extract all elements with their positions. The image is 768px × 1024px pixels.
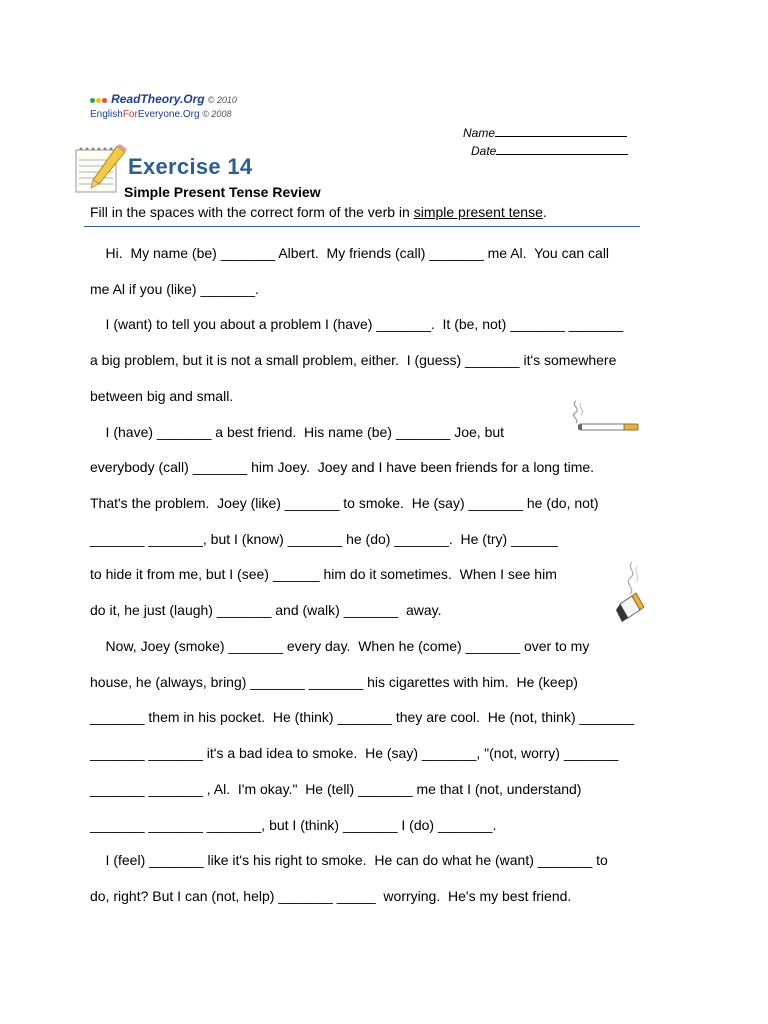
passage-line: me Al if you (like) _______. bbox=[90, 281, 259, 297]
name-field[interactable] bbox=[463, 125, 627, 140]
passage-line: Hi. My name (be) _______ Albert. My friends (call) _______ me Al. You can call bbox=[90, 245, 610, 261]
name-line[interactable] bbox=[495, 125, 627, 137]
instruction-end: . bbox=[542, 204, 547, 220]
readtheory-brand bbox=[90, 92, 237, 106]
date-line[interactable] bbox=[496, 143, 628, 155]
instruction-emphasis: simple present tense bbox=[413, 204, 543, 220]
englishforeveryone-brand bbox=[90, 109, 231, 120]
passage-line: do it, he just (laugh) _______ and (walk) _______ away. bbox=[90, 602, 442, 618]
passage-line: Now, Joey (smoke) _______ every day. When he (come) _______ over to my bbox=[90, 638, 590, 654]
passage-line: _______ _______ it's a bad idea to smoke. He (say) _______, "(not, worry) _______ bbox=[90, 745, 619, 761]
passage-line: to hide it from me, but I (see) ______ him do it sometimes. When I see him bbox=[90, 566, 557, 582]
passage-line: house, he (always, bring) _______ _______ his cigarettes with him. He (keep) bbox=[90, 674, 578, 690]
brand-name: ReadTheory.Org bbox=[111, 92, 205, 106]
passage-line: I (have) _______ a best friend. His name (be) _______ Joe, but bbox=[90, 424, 505, 440]
brand2-english: English bbox=[90, 109, 123, 120]
passage-line: between big and small. bbox=[90, 388, 234, 404]
passage-line: a big problem, but it is not a small problem, either. I (guess) _______ it's somewhere bbox=[90, 352, 617, 368]
title-divider bbox=[84, 226, 640, 227]
brand2-for: For bbox=[122, 109, 138, 120]
passage-line: That's the problem. Joey (like) _______ to smoke. He (say) _______ he (do, not) bbox=[90, 495, 599, 511]
cigarette-icon bbox=[566, 397, 642, 437]
instruction-text: Fill in the spaces with the correct form of the verb in bbox=[90, 204, 414, 220]
passage-line: _______ _______, but I (know) _______ he (do) _______. He (try) ______ bbox=[90, 531, 558, 547]
name-label: Name bbox=[463, 126, 496, 140]
cigarette-butt-icon bbox=[610, 560, 650, 626]
passage-line: _______ _______ _______, but I (think) _______ I (do) _______. bbox=[90, 817, 497, 833]
passage-line: I (feel) _______ like it's his right to smoke. He can do what he (want) _______ to bbox=[90, 852, 608, 868]
brand-copyright: © 2010 bbox=[207, 95, 237, 105]
passage-line: everybody (call) _______ him Joey. Joey and I have been friends for a long time. bbox=[90, 459, 595, 475]
exercise-title: Exercise 14 bbox=[128, 154, 253, 179]
passage-line: I (want) to tell you about a problem I (have) _______. It (be, not) _______ _______ bbox=[90, 316, 624, 332]
passage-line: do, right? But I can (not, help) _______ _____ worrying. He's my best friend. bbox=[90, 888, 572, 904]
date-field[interactable] bbox=[471, 143, 628, 158]
passage-line: _______ them in his pocket. He (think) _______ they are cool. He (not, think) _______ bbox=[90, 709, 635, 725]
brand2-copyright: © 2008 bbox=[202, 109, 232, 119]
passage-line: _______ _______ , Al. I'm okay." He (tell) _______ me that I (not, understand) bbox=[90, 781, 582, 797]
brand-dots-icon bbox=[90, 94, 108, 106]
date-label: Date bbox=[471, 144, 497, 158]
notepad-pencil-icon bbox=[73, 144, 129, 194]
instructions bbox=[90, 204, 547, 220]
exercise-subtitle: Simple Present Tense Review bbox=[124, 184, 321, 200]
brand2-everyone: Everyone.Org bbox=[137, 109, 200, 120]
